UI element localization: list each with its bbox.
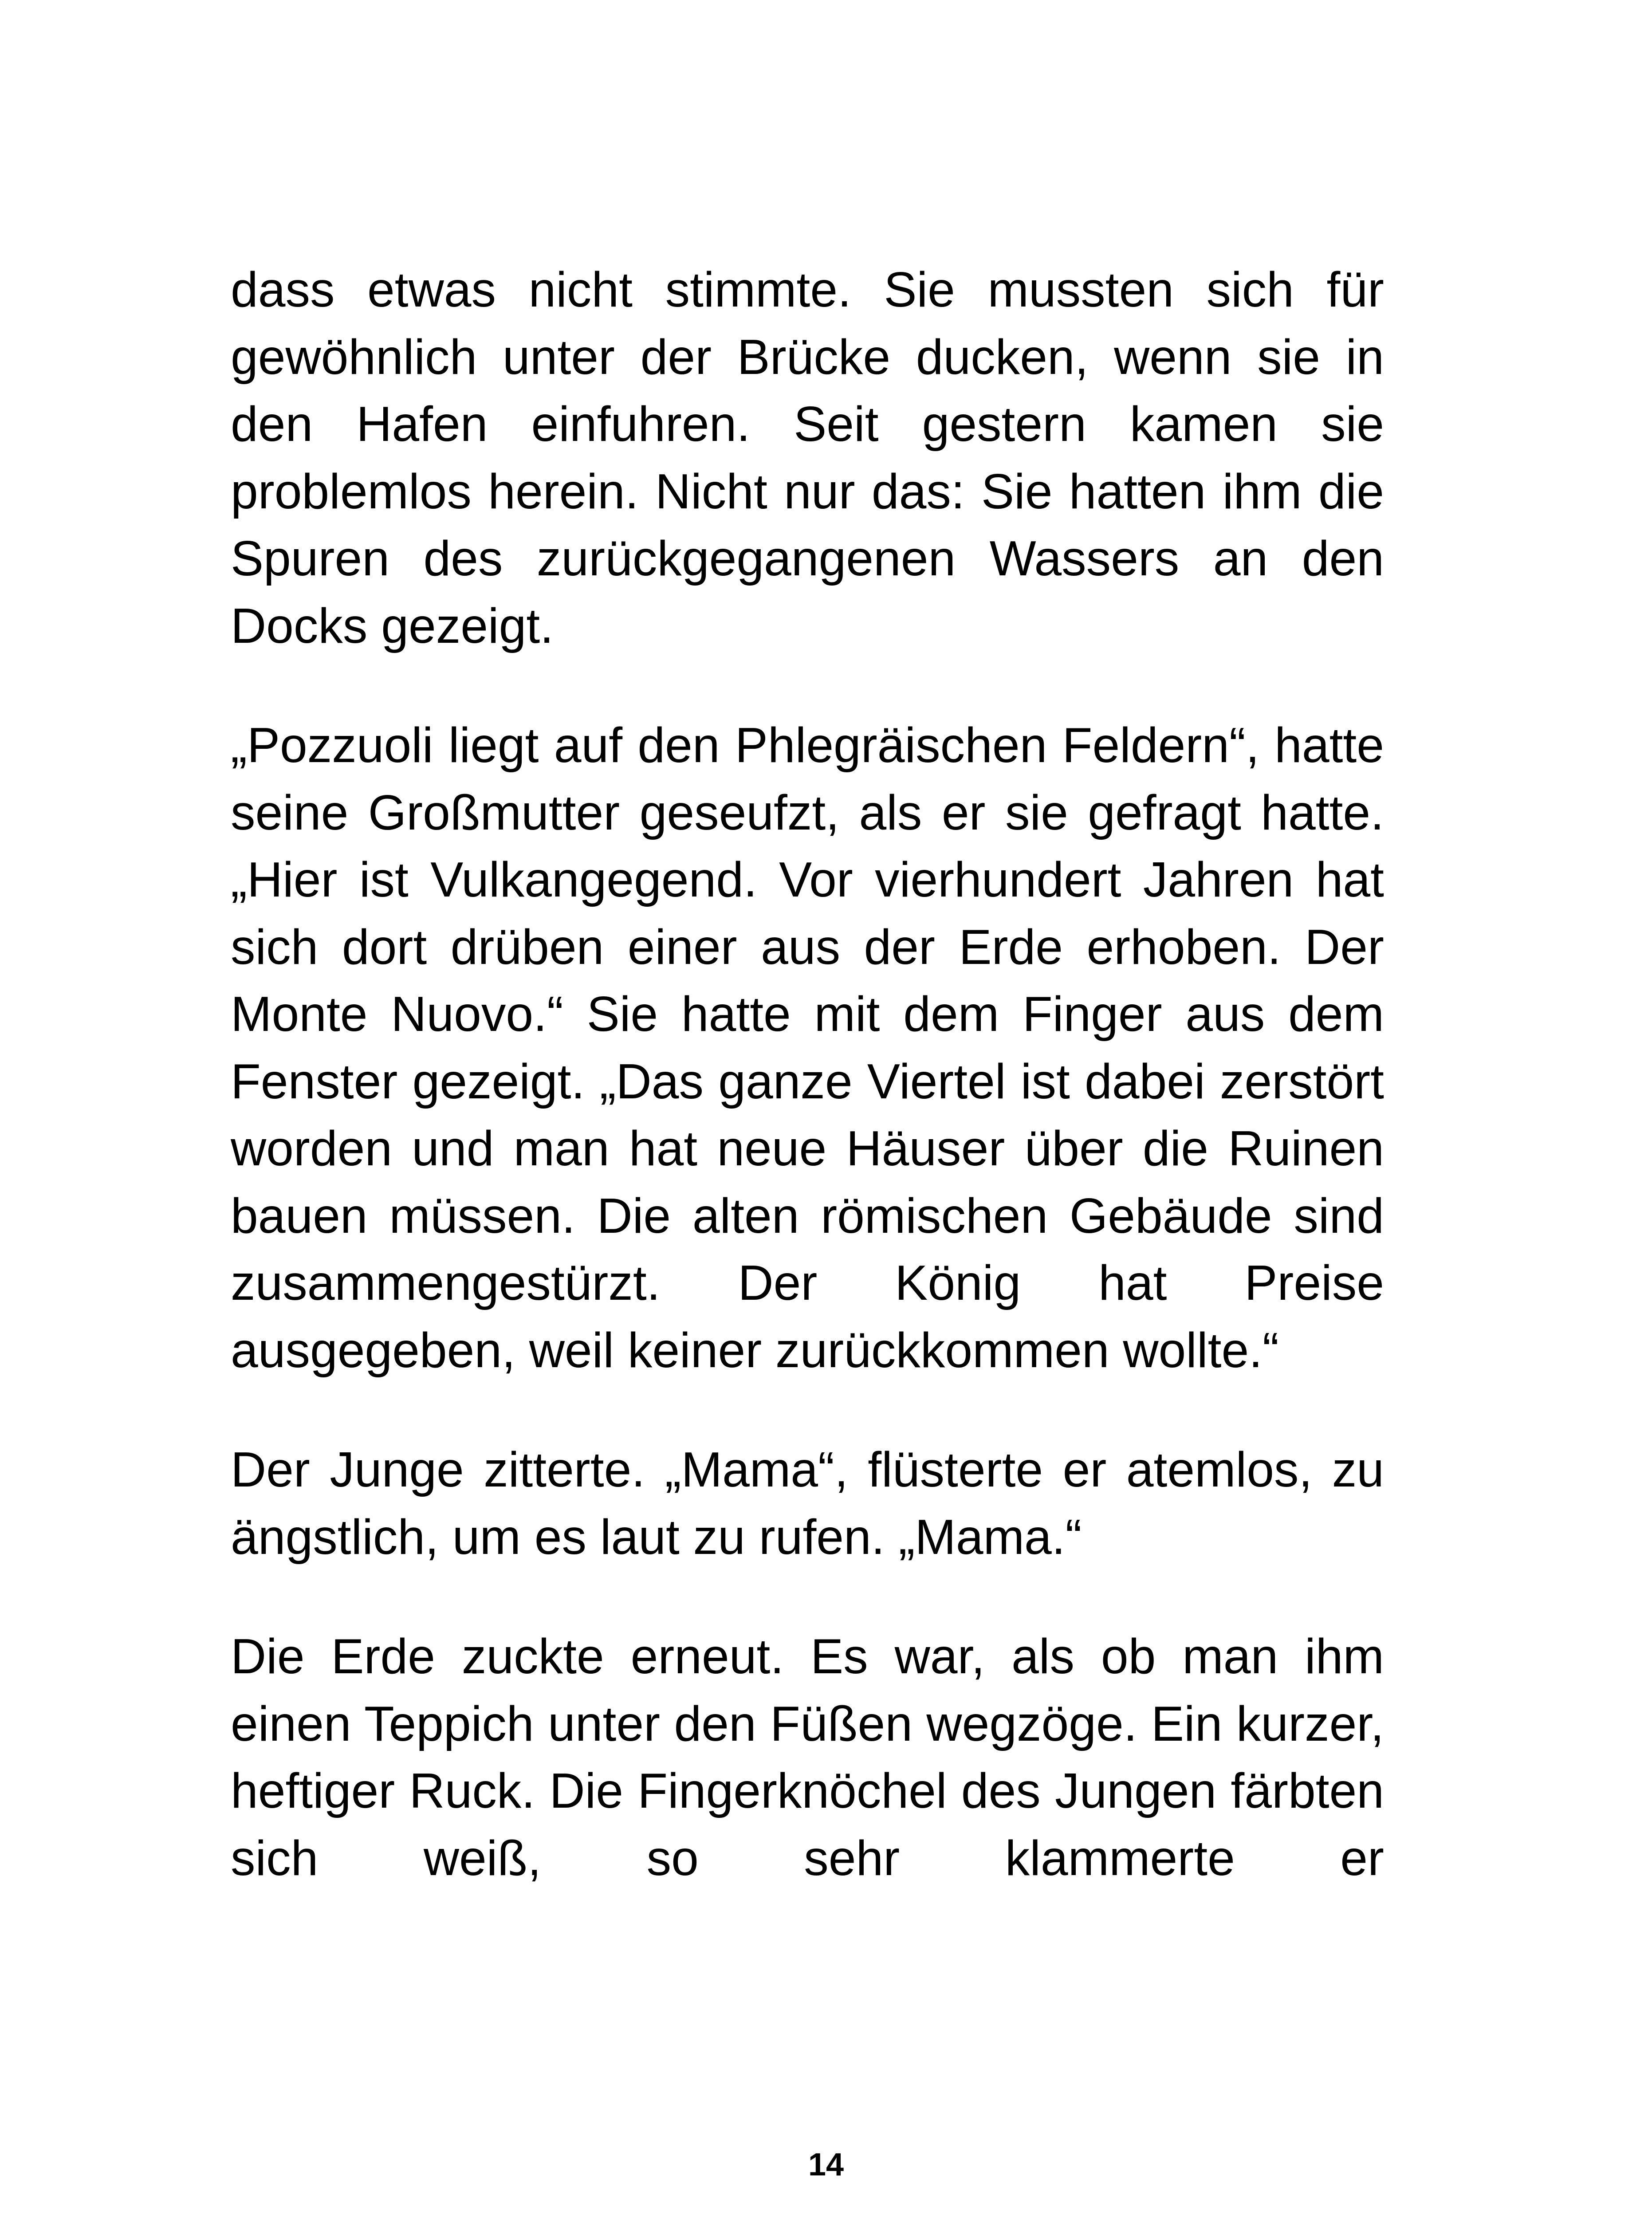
paragraph-1: dass etwas nicht stimmte. Sie mussten sich für gewöhnlich unter der Brücke ducken, wenn sie in den Hafen einfuhren. Seit gestern kamen sie problemlos herein. Nicht nur das: Sie hatten ihm die Spuren des zurückgegangenen Wassers an den Docks gezeigt. <box>231 262 1384 653</box>
paragraph-4: Die Erde zuckte erneut. Es war, als ob man ihm einen Teppich unter den Füßen wegzöge. Ein kurzer, heftiger Ruck. Die Fingerknöchel des Jungen färbten sich weiß, so sehr klammerte er <box>231 1629 1384 1886</box>
paragraph-2: „Pozzuoli liegt auf den Phlegräischen Feldern“, hatte seine Großmutter geseufzt, als er sie gefragt hatte. „Hier ist Vulkangegend. Vor vierhundert Jahren hat sich dort drüben einer aus der Erde erhoben. Der Monte Nuovo.“ Sie hatte mit dem Finger aus dem Fenster gezeigt. „Das ganze Viertel ist dabei zerstört worden und man hat neue Häuser über die Ruinen bauen müssen. Die alten römischen Gebäude sind zusammengestürzt. Der König hat Preise ausgegeben, weil keiner zurückkommen wollte.“ <box>231 718 1384 1378</box>
page-number: 14 <box>808 2147 844 2183</box>
paragraph-3: Der Junge zitterte. „Mama“, flüsterte er atemlos, zu ängstlich, um es laut zu rufen. „Mama.“ <box>231 1442 1384 1565</box>
body-text <box>231 256 1384 1944</box>
